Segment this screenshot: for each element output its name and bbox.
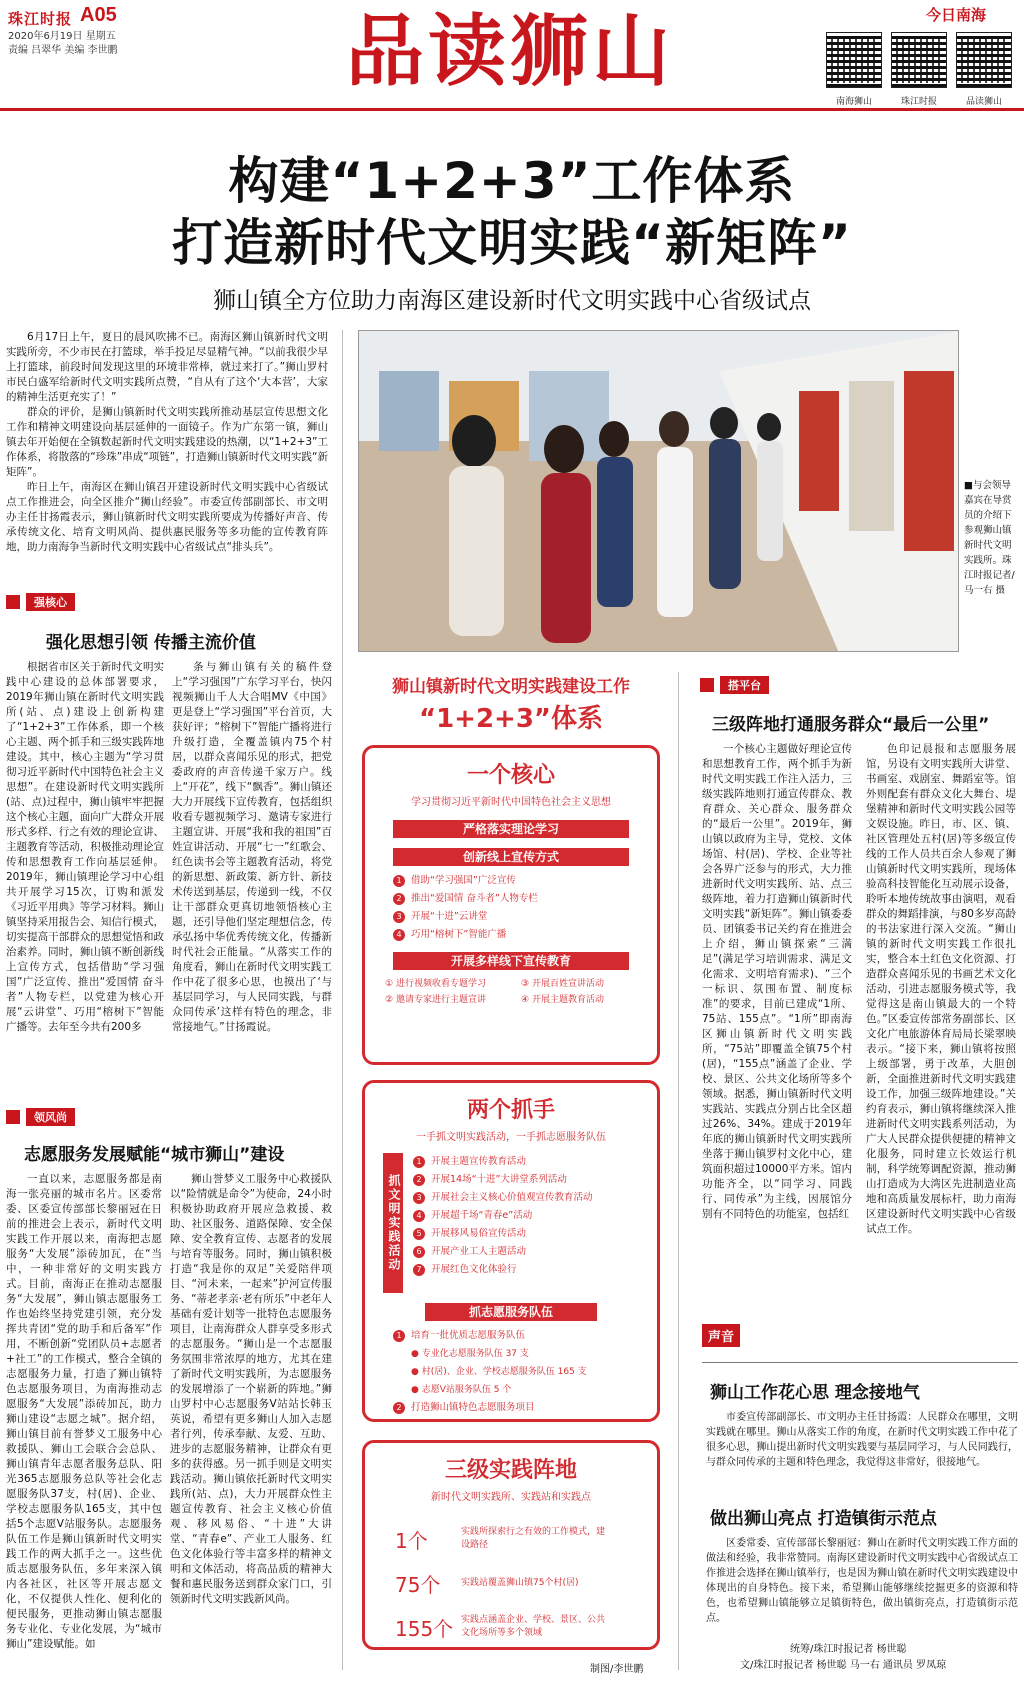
three-levels-title: 三级实践阵地 <box>444 1458 577 1483</box>
two-grips-panel <box>362 1080 660 1422</box>
infographic-credit: 制图/李世鹏 <box>590 1664 644 1675</box>
section-volunteer-col2: 狮山誉梦义工服务中心救援队以“险情就是命令”为使命，24小时积极协助政府开展应急救援、救助、社区服务、道路保障、安全保障、安全教育宣传、志愿者的发展与培育等服务。同时，狮山镇积极打造“我是你的双足”关爱陪伴项目、“河未来，一起来”护河宣传服务、“蒂老孝亲·老有所乐”中老年人基础有爱计划等一批特色志愿服务项目，让南海群众人群享受多形式的志愿服务。“狮山是一个志愿服务氛围非常浓厚的地方，尤其在建了新时代文明实践所，为志愿服务的发展增添了一个崭新的阵地。”狮山罗村中心志愿服务V站站长韩玉英说，希望有更多狮山人加入志愿者行列，传承奉献、友爱、互助、进步的志愿服务精神，让群众有更多的获得感。另一抓手则是文明实践活动。狮山镇依托新时代文明实践所(站、点)，大力开展群众性主题宣传教育、社会主义核心价值观、移风易俗、“十进”大讲堂、“青春e”、产业工人服务、红色文化体验行等丰富多样的精神文明和文体活动，将高品质的精神大餐和惠民服务送到群众家门口，引领新时代文明实践新风尚。 <box>170 1173 332 1605</box>
headline-line-1: 构建“1+2+3”工作体系 <box>228 152 796 210</box>
levels-list <box>365 1503 657 1649</box>
two-grips-title: 两个抓手 <box>466 1098 555 1123</box>
activity-block <box>383 1153 657 1293</box>
offline-item: ④ 开展主题教育活动 <box>521 995 604 1005</box>
photo-caption: ■与会领导嘉宾在导赏员的介绍下参观狮山镇新时代文明实践所。珠江时报记者/马一右 摄 <box>964 480 1015 596</box>
today-nanhai: 今日南海 <box>926 6 987 24</box>
core-bar-offline: 开展多样线下宣传教育 <box>393 952 629 970</box>
online-item: 3 开展“十进”云讲堂 <box>393 908 657 926</box>
activity-item: 3 开展社会主义核心价值观宣传教育活动 <box>413 1189 593 1207</box>
level-figure: 155个 <box>395 1616 454 1641</box>
lead-paragraph: 昨日上午，南海区在狮山镇召开建设新时代文明实践中心省级试点工作推进会，向全区推介“狮山经验”。市委宣传部副部长、市文明办主任甘扬霞表示，狮山镇新时代文明实践所要成为传播好声音、传承传统文化、培育文明风尚、提供惠民服务等多功能的宣传教育阵地，助力南海争当新时代文明实践中心省级试点“排头兵”。 <box>6 481 328 553</box>
three-levels-subtitle: 新时代文明实践所、实践站和实践点 <box>431 1492 591 1503</box>
section-marker-icon <box>6 595 20 609</box>
qr-code-icon[interactable] <box>826 32 882 88</box>
editor-credits: 责编 吕翠华 美编 李世鹏 <box>8 45 118 56</box>
author-credit: 文/珠江时报记者 杨世聪 马一右 通讯员 罗凤琼 <box>740 1660 947 1671</box>
activity-item: 2 开展14场“十进”大讲堂系列活动 <box>413 1171 593 1189</box>
activity-item: 4 开展超千场“青春e”活动 <box>413 1207 593 1225</box>
activity-item: 5 开展移风易俗宣传活动 <box>413 1225 593 1243</box>
level-row <box>395 1517 657 1561</box>
offline-item: ① 进行视频收看专题学习 <box>385 979 486 989</box>
page-title: 品读狮山 <box>345 6 674 97</box>
online-list <box>365 866 657 944</box>
core-subtitle: 学习贯彻习近平新时代中国特色社会主义思想 <box>411 797 611 808</box>
issue-date: 2020年6月19日 星期五 <box>8 31 116 42</box>
section-marker-icon <box>6 1110 20 1124</box>
offline-item: ② 邀请专家进行主题宣讲 <box>385 995 486 1005</box>
section-core-col2: 条与狮山镇有关的稿件登上“学习强国”广东学习平台，快闪视频狮山千人大合唱MV《中国》更是登上“学习强国”平台首页，大获好评；“榕树下”智能广播将进行升级打造，全覆盖镇内75个村居，以群众喜闻乐见的形式，把党委政府的声音传递千家万户。线上“开花”，线下“飘香”。狮山镇还大力开展线下宣传教育，包括组织收看专题视频学习、邀请专家进行主题宣讲、开展“我和我的祖国”百姓宣讲活动、开展“七一”红歌会、红色读书会等主题教育活动，将党的新思想、新政策、新方针、新技术传送到基层，传递到一线，不仅让干部群众更真切地领悟核心主题，还引导他们坚定理想信念，传承弘扬中华优秀传统文化，传播新时代社会正能量。“从落实工作的角度看，狮山在新时代文明实践工作中花了很多心思，也摸出了‘与基层同学习，与人民同实践，与群众同传承’这样有特色的理念，非常接地气。”甘扬霞说。 <box>172 661 332 1033</box>
section-volunteer-col1: 一直以来，志愿服务都是南海一张亮丽的城市名片。区委常委、区委宣传部部长黎丽冠在日前的推进会上表示，新时代文明实践工作开展以来，南海把志愿服务“大发展”添砖加瓦，在“当中，一种非常好的文明实践方式。目前，南海正在推动志愿服务“大发展”，狮山镇志愿服务工作也始终坚持党建引领，充分发挥共青团“党的助手和后备军”作用，不断创新“党团队员+志愿者+社工”的工作模式，整合全镇的志愿服务力量，打造了狮山镇特色志愿服务项目，为南海推动志愿服务“大发展”添砖加瓦，助力狮山建设“志愿之城”。据介绍，狮山镇目前有誉梦义工服务中心救援队、狮山工会联合会总队、狮山镇青年志愿者服务总队、阳光365志愿服务总队等社会化志愿服务队37支，村(居)、企业、学校志愿服务队165支，其中包括5个志愿V站服务队。志愿服务队伍工作是狮山镇新时代文明实践工作的两大抓手之一。这些优质志愿服务队伍，多年来深入镇内各社区，社区等开展志愿文化，不仅提供人性化、便利化的便民服务，更推动狮山镇志愿服务专业化、专业化发展，为“城市狮山”建设赋能。如 <box>6 1173 162 1650</box>
lead-paragraph: 6月17日上午，夏日的晨风吹拂不已。南海区狮山镇新时代文明实践所旁，不少市民在打篮球，举手投足尽显精气神。“以前我很少早上打篮球，前段时间发现这里的环境非常棒，就过来打了。”狮山罗村市民白盛军给新时代文明实践所点赞，“自从有了这个‘大本营’，大家的精神生活更充实了！” <box>6 331 328 403</box>
three-levels-panel <box>362 1440 660 1650</box>
section-tag-core <box>6 593 75 611</box>
voice-quote-1: 市委宣传部副部长、市文明办主任甘扬霞：人民群众在哪里，文明实践就在哪里。狮山从落实工作的角度，在新时代文明实践工作中花了很多心思，狮山提出新时代文明实践要与基层同学习，与人民同践行，与群众同传承的主题和特色理念，我觉得这非常好，很接地气。 <box>706 1412 1018 1468</box>
offline-item: ③ 开展百姓宣讲活动 <box>521 979 604 989</box>
offline-list <box>365 970 657 1008</box>
core-panel <box>362 745 660 1065</box>
level-row <box>395 1561 657 1605</box>
section-tag-label: 领风尚 <box>26 1108 75 1126</box>
section-tag-voice <box>702 1326 740 1344</box>
coordinator-credit: 统筹/珠江时报记者 杨世聪 <box>790 1644 907 1655</box>
volunteer-sub-item: ● 志愿V站服务队伍 5 个 <box>411 1385 512 1395</box>
activity-list <box>403 1153 593 1293</box>
level-text: 实践站覆盖狮山镇75个村(居) <box>461 1577 579 1588</box>
qr-label: 品读狮山 <box>965 97 1002 107</box>
section-tag-fashion <box>6 1108 75 1126</box>
two-grips-subtitle: 一手抓文明实践活动，一手抓志愿服务队伍 <box>416 1132 606 1143</box>
volunteer-item: 2 打造狮山镇特色志愿服务项目 <box>393 1399 657 1417</box>
volunteer-sub-item: ● 村(居)、企业、学校志愿服务队伍 165 支 <box>411 1367 587 1377</box>
section-rule <box>702 1362 1018 1363</box>
headline-line-2: 打造新时代文明实践“新矩阵” <box>172 214 852 272</box>
level-text: 实践所探索行之有效的工作模式，建设路径 <box>461 1527 606 1550</box>
core-title: 一个核心 <box>466 763 555 788</box>
online-item: 4 巧用“榕树下”智能广播 <box>393 926 657 944</box>
level-text: 实践点涵盖企业、学校、景区、公共文化场所等多个领域 <box>461 1615 606 1638</box>
section-tag-label: 强核心 <box>26 593 75 611</box>
voice-title-2: 做出狮山亮点 打造镇街示范点 <box>710 1509 937 1529</box>
headline-subtitle: 狮山镇全方位助力南海区建设新时代文明实践中心省级试点 <box>213 288 811 314</box>
volunteer-bar: 抓志愿服务队伍 <box>425 1303 597 1321</box>
level-figure: 1个 <box>395 1528 428 1553</box>
newspaper-brand: 珠江时报 <box>8 10 73 28</box>
volunteer-sub-item: ● 专业化志愿服务队伍 37 支 <box>411 1349 529 1359</box>
infographic-title: 狮山镇新时代文明实践建设工作 <box>392 677 630 697</box>
section-tag-platform <box>700 676 769 694</box>
section-tag-label: 声音 <box>702 1324 740 1347</box>
level-figure: 75个 <box>395 1572 441 1597</box>
level-row <box>395 1605 657 1649</box>
page-number: A05 <box>80 4 117 26</box>
section-title-platform: 三级阵地打通服务群众“最后一公里” <box>712 715 990 735</box>
online-item: 2 推出“爱国情 奋斗者”人物专栏 <box>393 890 657 908</box>
activity-item: 1 开展主题宣传教育活动 <box>413 1153 593 1171</box>
qr-label: 南海狮山 <box>835 97 872 107</box>
column-rule <box>342 330 343 1670</box>
lead-paragraph: 群众的评价，是狮山镇新时代文明实践所推动基层宣传思想文化工作和精神文明建设向基层延伸的一面镜子。作为广东第一镇，狮山镇去年开始便在全镇数起新时代文明实践建设的热潮，以“1+2+3”工作体系，将散落的“珍珠”串成“项链”，打造狮山镇新时代文明实践“新矩阵”。 <box>6 406 328 478</box>
section-platform-col2: 色印记晨报和志愿服务展馆，另设有文明实践所大讲堂、书画室、戏剧室、舞蹈室等。馆外则配套有群众文化大舞台、堤堡精神和新时代文明实践公园等文娱设施。昨日，市、区、镇、社区管理处五村(居)等多级宣传线的工作人员共百余人参观了狮山镇新时代文明实践所，现场体验高科技智能化互动展示设备，聆听本地传统故事由演唱，观看群众的舞蹈排演，与80多岁高龄的书法家进行深入交流。“狮山镇的新时代文明实践工作很扎实，整合本土红色文化资源、打造群众喜闻乐见的书画艺术文化活动，引进志愿服务模式等，我觉得这是南山镇最大的一个特色。”区委宣传部常务副部长、区文化广电旅游体育局局长梁翠映表示。“接下来，狮山镇将按照上级部署，勇于改革，大胆创新，全面推进新时代文明实践建设工作，加强三级阵地建设。”关约育表示，狮山镇将继续深入推进新时代文明实践系列活动，为广大人民群众提供便捷的精神文化服务，同时建立长效运行机制，科学统筹调配资源，推动狮山打造成为大湾区先进制造业高地和高质量发展标杆，助力南海区建设新时代文明实践中心省级试点工作。 <box>866 743 1016 1235</box>
section-marker-icon <box>700 678 714 692</box>
section-title-core: 强化思想引领 传播主流价值 <box>46 633 256 653</box>
masthead-divider <box>0 108 1024 111</box>
section-title-volunteer: 志愿服务发展赋能“城市狮山”建设 <box>24 1145 285 1165</box>
section-tag-label: 搭平台 <box>720 676 769 694</box>
core-bar-theory: 严格落实理论学习 <box>393 820 629 838</box>
qr-code-icon[interactable] <box>891 32 947 88</box>
voice-title-1: 狮山工作花心思 理念接地气 <box>710 1383 920 1403</box>
activity-item: 6 开展产业工人主题活动 <box>413 1243 593 1261</box>
exhibition-photo <box>358 330 959 652</box>
core-bar-online: 创新线上宣传方式 <box>393 848 629 866</box>
activity-side-label: 抓文明实践活动 <box>383 1153 403 1293</box>
voice-quote-2: 区委常委、宣传部部长黎丽冠：狮山在新时代文明实践工作方面的做法和经验，我非常赞同。南海区建设新时代文明实践中心省级试点工作推进会选择在狮山镇举行，也是因为狮山镇在新时代文明实践建设中体现出的自身特色。接下来，希望狮山能够继续挖掘更多的资源和特色，也希望狮山镇能够立足镇街特色，做出镇街亮点，打造镇街示范点。 <box>706 1538 1018 1624</box>
section-platform-col1: 一个核心主题做好理论宣传和思想教育工作，两个抓手为新时代文明实践工作注入活力，三级实践阵地则打通宣传群众、教育群众、关心群众、服务群众的“最后一公里”。2019年，狮山镇以政府为主导，党校、文体场馆、村(居)、学校、企业等社会各界广泛参与的形式，大力推进新时代文明实践所、站、点三级阵地，着力打造狮山镇新时代文明实践“新矩阵”。狮山镇委委员、团镇委书记关约育在推进会上介绍，狮山镇探索“三满足”(满足学习培训需求、满足文化需求、文明培育需求)、“三个一标识、氛围布置、制度标准”的要求，目前已建成“1所、75站、155点”。“1所”即南海区狮山镇新时代文明实践所，“75站”即覆盖全镇75个村(居)，“155点”涵盖了企业、学校、景区、公共文化场所等多个领域。据悉，狮山镇新时代文明实践站、实践点分别占比全区超过26%、34%。建成于2019年年底的狮山镇新时代文明实践所坐落于狮山镇罗村文化中心，建筑面积超过10000平方米。馆内功能齐全，以“同学习、同践行、同传承”为主线，因展馆分别有不同特色的功能室，包括红 <box>702 743 852 1220</box>
activity-item: 7 开展红色文化体验行 <box>413 1261 593 1279</box>
infographic-subtitle: “1+2+3”体系 <box>418 704 604 734</box>
volunteer-item: 1 培育一批优质志愿服务队伍 <box>393 1327 657 1345</box>
photo-illustration <box>359 331 959 652</box>
online-item: 1 借助“学习强国”广泛宣传 <box>393 872 657 890</box>
qr-label: 珠江时报 <box>900 97 937 107</box>
column-rule <box>678 672 679 1670</box>
qr-code-icon[interactable] <box>956 32 1012 88</box>
section-core-col1: 根据省市区关于新时代文明实践中心建设的总体部署要求，2019年狮山镇在新时代文明实践所(站、点)建设上创新构建了“1+2+3”工作体系，即一个核心主题、两个抓手和三级实践阵地建设。其中，核心主题为“学习贯彻习近平新时代中国特色社会主义思想”。在建设新时代文明实践所(站、点)过程中，狮山镇牢牢把握这个核心主题，面向广大群众开展形式多样、行之有效的理论宣讲、主题教育等活动，积极推动理论宣传和思想教育工作向基层延伸。2019年，狮山镇理论学习中心组共开展学习15次，订购和派发《习近平用典》等学习材料。狮山镇坚持采用报告会、知信行模式，切实提高干部群众的思想觉悟和政治素养。同时，狮山镇不断创新线上宣传方式，包括借助“学习强国”广泛宣传、推出“爱国情 奋斗者”人物专栏，以党建为核心开展“云讲堂”、巧用“榕树下”智能广播等。去年至今共有200多 <box>6 661 164 1033</box>
lead-article <box>6 330 328 572</box>
volunteer-list <box>365 1321 657 1417</box>
